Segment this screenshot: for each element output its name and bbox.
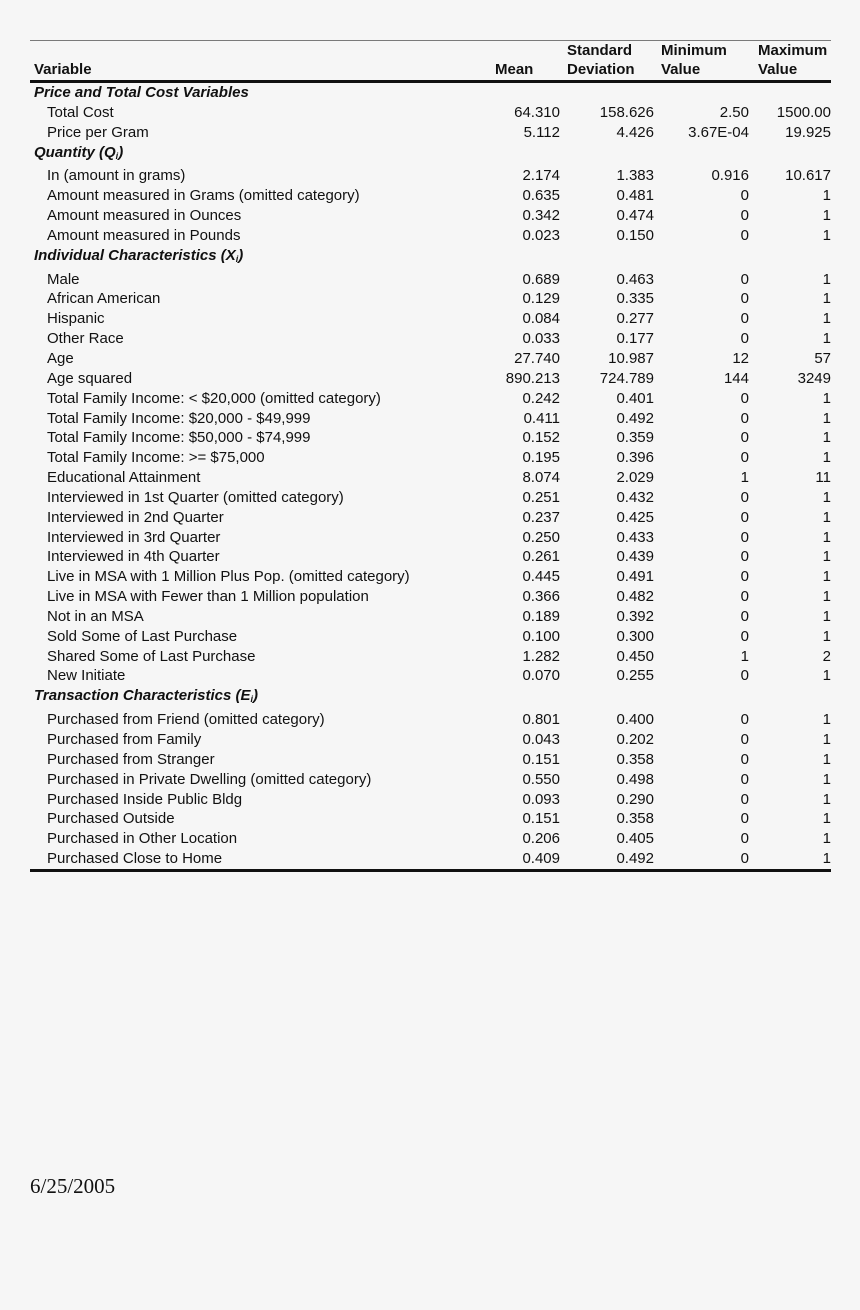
cell-mean: 890.213 xyxy=(505,369,560,387)
cell-mean: 0.195 xyxy=(522,449,560,467)
cell-variable: Sold Some of Last Purchase xyxy=(47,627,238,645)
cell-minimum: 0 xyxy=(740,389,749,407)
cell-minimum: 0 xyxy=(740,588,749,606)
cell-maximum: 1 xyxy=(822,488,831,506)
cell-variable: Male xyxy=(47,270,80,288)
table-row xyxy=(30,508,831,528)
table-row xyxy=(30,730,831,750)
section-heading-row xyxy=(30,143,831,167)
cell-variable: Interviewed in 2nd Quarter xyxy=(47,508,224,526)
table-header xyxy=(30,41,831,82)
cell-std-deviation: 0.463 xyxy=(616,270,654,288)
descriptive-statistics-table xyxy=(30,41,831,872)
header-max-line1: Maximum xyxy=(758,42,828,59)
table-row xyxy=(30,809,831,829)
cell-std-deviation: 0.405 xyxy=(616,830,654,848)
cell-mean: 0.206 xyxy=(522,830,560,848)
cell-std-deviation: 0.358 xyxy=(616,810,654,828)
cell-variable: Total Family Income: >= $75,000 xyxy=(47,449,265,467)
table-row xyxy=(30,607,831,627)
header-max-line2: Value xyxy=(758,61,798,78)
cell-mean: 0.411 xyxy=(523,409,560,427)
cell-std-deviation: 2.029 xyxy=(616,469,654,487)
cell-maximum: 1 xyxy=(822,187,831,205)
cell-maximum: 1 xyxy=(822,226,831,244)
cell-mean: 0.033 xyxy=(522,330,560,348)
cell-std-deviation: 0.450 xyxy=(616,647,654,665)
cell-variable: Purchased in Private Dwelling (omitted category) xyxy=(47,770,372,788)
table-row xyxy=(30,226,831,246)
cell-minimum: 1 xyxy=(740,647,749,665)
header-mean: Mean xyxy=(470,41,561,82)
cell-mean: 0.151 xyxy=(522,810,560,828)
cell-std-deviation: 0.396 xyxy=(616,449,654,467)
table-row xyxy=(30,270,831,290)
section-heading xyxy=(30,686,831,710)
header-minimum xyxy=(658,41,756,82)
cell-std-deviation: 0.255 xyxy=(616,667,654,685)
cell-maximum: 19.925 xyxy=(785,123,831,141)
statistics-table-container xyxy=(30,40,831,872)
cell-variable: Age squared xyxy=(47,369,133,387)
table-row xyxy=(30,488,831,508)
cell-std-deviation: 1.383 xyxy=(616,167,654,185)
header-sd-line1: Standard xyxy=(567,42,633,59)
cell-minimum: 0 xyxy=(740,508,749,526)
cell-minimum: 0 xyxy=(740,750,749,768)
section-title-end: ) xyxy=(118,143,124,161)
cell-std-deviation: 0.300 xyxy=(616,627,654,645)
cell-maximum: 57 xyxy=(814,349,831,367)
section-title-subscript: i xyxy=(250,694,253,705)
cell-mean: 0.689 xyxy=(522,270,560,288)
section-heading xyxy=(30,82,831,103)
table-row xyxy=(30,647,831,667)
section-heading xyxy=(30,143,831,167)
table-row xyxy=(30,666,831,686)
cell-maximum: 1 xyxy=(822,627,831,645)
cell-minimum: 0 xyxy=(740,528,749,546)
cell-variable: Live in MSA with 1 Million Plus Pop. (omitted category) xyxy=(47,568,410,586)
cell-mean: 5.112 xyxy=(523,123,560,141)
cell-std-deviation: 0.425 xyxy=(616,508,654,526)
cell-maximum: 1 xyxy=(822,290,831,308)
section-heading xyxy=(30,246,831,270)
header-min-line1: Minimum xyxy=(661,42,727,59)
cell-std-deviation: 0.474 xyxy=(616,207,654,225)
cell-mean: 0.152 xyxy=(522,429,560,447)
cell-maximum: 1 xyxy=(822,667,831,685)
cell-mean: 0.635 xyxy=(522,187,560,205)
cell-maximum: 1 xyxy=(822,508,831,526)
table-row xyxy=(30,309,831,329)
cell-maximum: 1 xyxy=(822,409,831,427)
cell-maximum: 1 xyxy=(822,588,831,606)
cell-variable: Total Family Income: $50,000 - $74,999 xyxy=(47,429,311,447)
cell-std-deviation: 0.150 xyxy=(616,226,654,244)
cell-std-deviation: 0.392 xyxy=(616,607,654,625)
cell-variable: Amount measured in Grams (omitted category) xyxy=(47,187,360,205)
table-row xyxy=(30,389,831,409)
cell-variable: Not in an MSA xyxy=(47,607,144,625)
cell-std-deviation: 0.491 xyxy=(616,568,654,586)
cell-minimum: 0 xyxy=(740,548,749,566)
table-row xyxy=(30,349,831,369)
cell-variable: New Initiate xyxy=(47,667,126,685)
table-row xyxy=(30,206,831,226)
table-body xyxy=(30,82,831,871)
cell-minimum: 0 xyxy=(740,790,749,808)
cell-std-deviation: 158.626 xyxy=(599,103,654,121)
cell-minimum: 0 xyxy=(740,711,749,729)
cell-std-deviation: 10.987 xyxy=(608,349,654,367)
cell-mean: 0.151 xyxy=(522,750,560,768)
table-row xyxy=(30,790,831,810)
cell-variable: Price per Gram xyxy=(47,123,149,141)
cell-variable: Purchased Outside xyxy=(47,810,175,828)
table-row xyxy=(30,186,831,206)
section-title: Individual Characteristics (X xyxy=(34,246,236,264)
cell-maximum: 1 xyxy=(822,389,831,407)
cell-maximum: 2 xyxy=(822,647,831,665)
cell-variable: Total Family Income: $20,000 - $49,999 xyxy=(47,409,311,427)
table-row xyxy=(30,123,831,143)
cell-variable: Interviewed in 4th Quarter xyxy=(47,548,220,566)
cell-maximum: 1 xyxy=(822,270,831,288)
cell-minimum: 0 xyxy=(740,310,749,328)
cell-minimum: 0 xyxy=(740,607,749,625)
section-heading-row xyxy=(30,246,831,270)
cell-variable: Amount measured in Ounces xyxy=(47,207,242,225)
cell-variable: Purchased from Friend (omitted category) xyxy=(47,711,325,729)
cell-maximum: 1 xyxy=(822,429,831,447)
cell-variable: Shared Some of Last Purchase xyxy=(47,647,256,665)
cell-maximum: 3249 xyxy=(797,369,831,387)
cell-mean: 0.023 xyxy=(522,226,560,244)
cell-mean: 0.070 xyxy=(522,667,560,685)
cell-variable: Interviewed in 1st Quarter (omitted category) xyxy=(47,488,344,506)
cell-mean: 27.740 xyxy=(514,349,560,367)
cell-std-deviation: 0.492 xyxy=(561,849,658,870)
cell-std-deviation: 0.177 xyxy=(616,330,654,348)
cell-minimum: 0 xyxy=(740,770,749,788)
cell-mean: 0.261 xyxy=(522,548,560,566)
cell-maximum: 1 xyxy=(822,330,831,348)
cell-variable: Total Family Income: < $20,000 (omitted category) xyxy=(47,389,381,407)
section-title-subscript: i xyxy=(235,253,239,264)
cell-variable: Amount measured in Pounds xyxy=(47,226,241,244)
section-title-end: ) xyxy=(238,246,244,264)
cell-minimum: 0 xyxy=(740,568,749,586)
cell-mean: 0.043 xyxy=(522,731,560,748)
table-row xyxy=(30,547,831,567)
cell-std-deviation: 0.202 xyxy=(616,731,654,748)
cell-minimum: 0 xyxy=(740,409,749,427)
cell-maximum: 1 xyxy=(822,548,831,566)
cell-minimum: 1 xyxy=(740,469,749,487)
cell-std-deviation: 0.335 xyxy=(616,290,654,308)
section-heading-row xyxy=(30,82,831,103)
cell-mean: 0.129 xyxy=(522,290,560,308)
cell-mean: 0.251 xyxy=(522,488,560,506)
section-title: Transaction Characteristics (E xyxy=(34,687,251,705)
cell-std-deviation: 0.498 xyxy=(616,770,654,788)
section-heading-row xyxy=(30,686,831,710)
section-title: Quantity (Q xyxy=(34,143,116,161)
cell-mean: 0.084 xyxy=(522,310,560,328)
footer-date: 6/25/2005 xyxy=(30,1174,116,1198)
cell-variable: Hispanic xyxy=(47,310,105,328)
cell-mean: 0.801 xyxy=(522,711,560,729)
cell-maximum: 1 xyxy=(822,770,831,788)
cell-std-deviation: 0.481 xyxy=(616,187,654,205)
cell-minimum: 0.916 xyxy=(711,167,749,185)
cell-std-deviation: 0.277 xyxy=(616,310,654,328)
cell-minimum: 0 xyxy=(658,849,756,870)
header-min-line2: Value xyxy=(661,61,701,78)
cell-std-deviation: 0.433 xyxy=(616,528,654,546)
cell-maximum: 11 xyxy=(815,469,831,487)
cell-std-deviation: 0.432 xyxy=(616,488,654,506)
section-title-subscript: i xyxy=(115,150,119,161)
cell-std-deviation: 0.400 xyxy=(616,711,654,729)
cell-minimum: 0 xyxy=(740,207,749,225)
cell-minimum: 2.50 xyxy=(719,103,749,121)
section-title: Price and Total Cost Variables xyxy=(34,84,249,101)
cell-std-deviation: 0.358 xyxy=(616,750,654,768)
cell-minimum: 3.67E-04 xyxy=(688,123,749,141)
table-row xyxy=(30,409,831,429)
header-maximum xyxy=(756,41,831,82)
cell-std-deviation: 0.439 xyxy=(616,548,654,566)
cell-variable: Educational Attainment xyxy=(47,469,201,487)
table-row xyxy=(30,710,831,730)
table-row xyxy=(30,166,831,186)
cell-mean: 64.310 xyxy=(514,103,560,121)
cell-minimum: 0 xyxy=(740,270,749,288)
cell-minimum: 0 xyxy=(740,810,749,828)
cell-variable: Purchased from Family xyxy=(47,731,202,748)
section-title-end: ) xyxy=(253,687,258,705)
cell-std-deviation: 0.482 xyxy=(616,588,654,606)
header-std-deviation xyxy=(561,41,658,82)
header-row xyxy=(30,41,831,82)
cell-mean: 0.445 xyxy=(522,568,560,586)
cell-variable: African American xyxy=(47,290,161,308)
cell-maximum: 1 xyxy=(756,849,831,870)
table-row xyxy=(30,849,831,870)
cell-mean: 0.250 xyxy=(522,528,560,546)
cell-minimum: 144 xyxy=(723,369,749,387)
cell-maximum: 10.617 xyxy=(785,167,831,185)
cell-mean: 0.100 xyxy=(522,627,560,645)
cell-mean: 0.342 xyxy=(522,207,560,225)
cell-variable: In (amount in grams) xyxy=(47,167,186,185)
cell-maximum: 1 xyxy=(822,607,831,625)
cell-mean: 0.366 xyxy=(522,588,560,606)
cell-maximum: 1 xyxy=(822,711,831,729)
header-variable: Variable xyxy=(30,41,470,82)
cell-minimum: 0 xyxy=(740,429,749,447)
cell-minimum: 0 xyxy=(740,830,749,848)
cell-mean: 2.174 xyxy=(522,167,560,185)
cell-variable: Total Cost xyxy=(47,103,114,121)
cell-minimum: 0 xyxy=(740,226,749,244)
cell-maximum: 1 xyxy=(822,830,831,848)
table-row xyxy=(30,528,831,548)
cell-mean: 0.237 xyxy=(522,508,560,526)
cell-mean: 0.242 xyxy=(522,389,560,407)
cell-mean: 0.093 xyxy=(522,790,560,808)
table-row xyxy=(30,468,831,488)
cell-minimum: 0 xyxy=(740,488,749,506)
cell-minimum: 0 xyxy=(740,290,749,308)
table-row xyxy=(30,289,831,309)
cell-std-deviation: 4.426 xyxy=(616,123,654,141)
cell-variable: Purchased Inside Public Bldg xyxy=(47,790,243,808)
cell-variable: Other Race xyxy=(47,330,124,348)
cell-maximum: 1 xyxy=(822,731,831,748)
cell-maximum: 1 xyxy=(822,750,831,768)
table-row xyxy=(30,627,831,647)
cell-mean: 0.409 xyxy=(470,849,561,870)
cell-std-deviation: 0.492 xyxy=(616,409,654,427)
cell-minimum: 0 xyxy=(740,330,749,348)
table-row xyxy=(30,369,831,389)
cell-variable: Age xyxy=(47,349,74,367)
cell-std-deviation: 0.359 xyxy=(616,429,654,447)
table-row xyxy=(30,103,831,123)
cell-mean: 0.189 xyxy=(522,607,560,625)
cell-minimum: 0 xyxy=(740,627,749,645)
table-row xyxy=(30,829,831,849)
cell-mean: 8.074 xyxy=(522,469,560,487)
cell-maximum: 1 xyxy=(822,449,831,467)
cell-maximum: 1500.00 xyxy=(776,103,831,121)
table-row xyxy=(30,329,831,349)
cell-maximum: 1 xyxy=(822,310,831,328)
cell-variable: Purchased in Other Location xyxy=(47,830,238,848)
cell-std-deviation: 0.290 xyxy=(616,790,654,808)
table-row xyxy=(30,587,831,607)
cell-minimum: 0 xyxy=(740,731,749,748)
cell-minimum: 12 xyxy=(732,349,749,367)
cell-maximum: 1 xyxy=(822,528,831,546)
table-row xyxy=(30,750,831,770)
table-row xyxy=(30,428,831,448)
cell-minimum: 0 xyxy=(740,667,749,685)
table-row xyxy=(30,770,831,790)
cell-variable: Live in MSA with Fewer than 1 Million population xyxy=(47,588,369,606)
cell-maximum: 1 xyxy=(822,790,831,808)
cell-mean: 1.282 xyxy=(522,647,560,665)
cell-variable: Purchased from Stranger xyxy=(47,750,215,768)
cell-mean: 0.550 xyxy=(522,770,560,788)
table-row xyxy=(30,448,831,468)
cell-std-deviation: 0.401 xyxy=(616,389,654,407)
cell-minimum: 0 xyxy=(740,187,749,205)
table-row xyxy=(30,567,831,587)
header-sd-line2: Deviation xyxy=(567,61,635,78)
cell-variable: Purchased Close to Home xyxy=(30,849,470,870)
cell-maximum: 1 xyxy=(822,568,831,586)
cell-std-deviation: 724.789 xyxy=(599,369,654,387)
cell-minimum: 0 xyxy=(740,449,749,467)
cell-variable: Interviewed in 3rd Quarter xyxy=(47,528,221,546)
cell-maximum: 1 xyxy=(822,207,831,225)
cell-maximum: 1 xyxy=(822,810,831,828)
